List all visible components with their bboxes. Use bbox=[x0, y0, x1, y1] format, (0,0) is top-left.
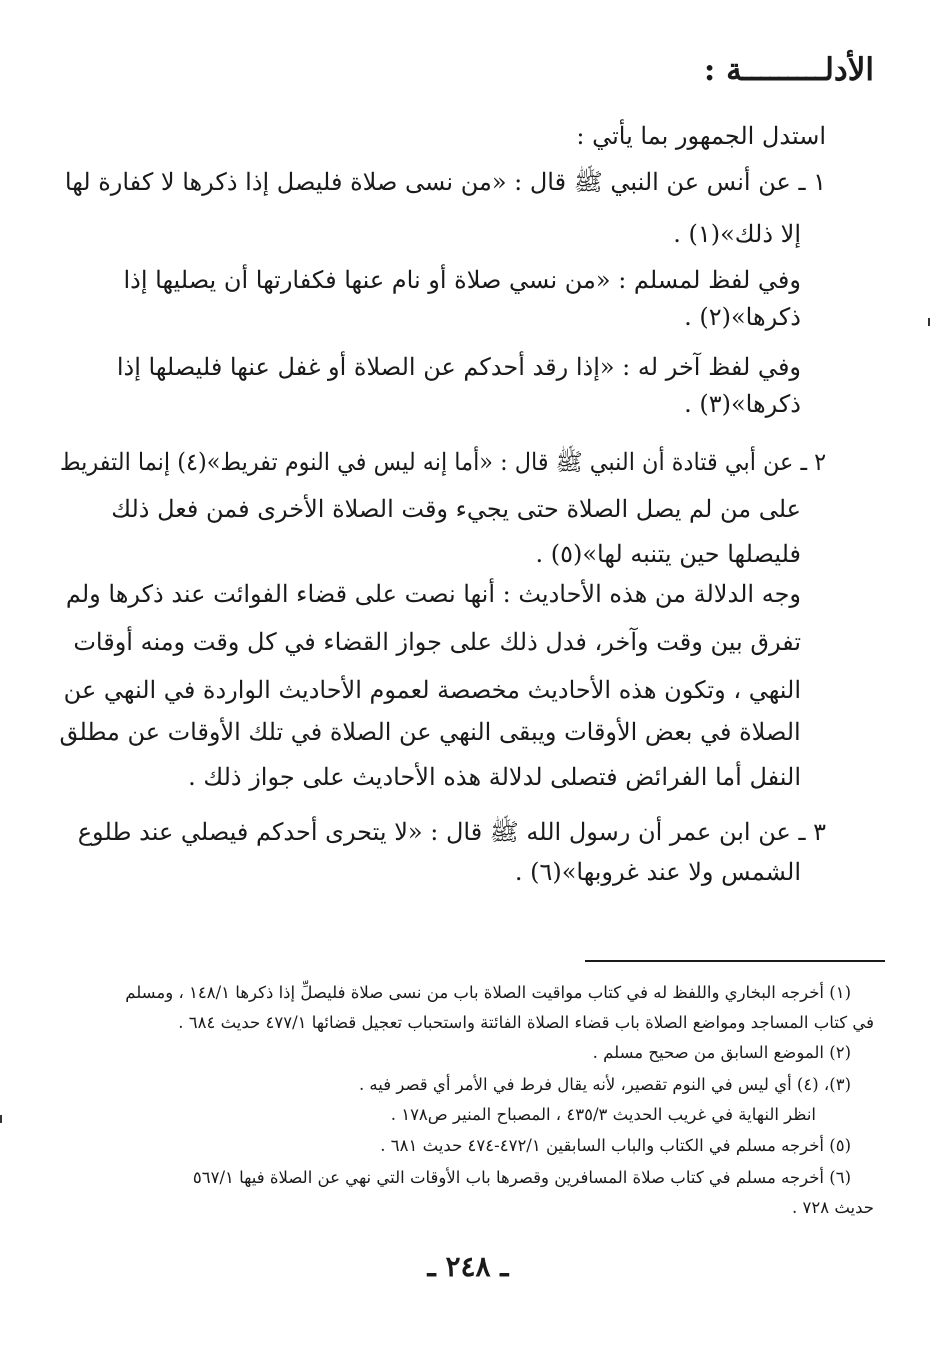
body-line: وفي لفظ لمسلم : «من نسي صلاة أو نام عنها فكفارتها أن يصليها إذا bbox=[123, 266, 801, 294]
body-line: ذكرها»(٢) . bbox=[684, 303, 801, 331]
footnote-line: (١) أخرجه البخاري واللفظ له في كتاب مواقيت الصلاة باب من نسى صلاة فليصلِّ إذا ذكرها ١٤٨/١ ، ومسلم bbox=[125, 983, 851, 1002]
scan-mark bbox=[928, 318, 930, 326]
body-line: ٢ ـ عن أبي قتادة أن النبي ﷺ قال : «أما إنه ليس في النوم تفريط»(٤) إنما التفريط bbox=[59, 448, 826, 476]
body-line: على من لم يصل الصلاة حتى يجيء وقت الصلاة الأخرى فمن فعل ذلك bbox=[111, 495, 801, 523]
page-number: ـ ٢٤٨ ـ bbox=[427, 1250, 509, 1283]
body-line: وجه الدلالة من هذه الأحاديث : أنها نصت على قضاء الفوائت عند ذكرها ولم bbox=[65, 580, 801, 608]
footnote-line: حديث ٧٢٨ . bbox=[792, 1198, 874, 1217]
scan-mark bbox=[0, 1115, 2, 1123]
body-line: النفل أما الفرائض فتصلى لدلالة هذه الأحاديث على جواز ذلك . bbox=[188, 763, 801, 791]
footnote-line: (٣)، (٤) أي ليس في النوم تقصير، لأنه يقال فرط في الأمر أي قصر فيه . bbox=[358, 1075, 851, 1094]
body-line: الصلاة في بعض الأوقات ويبقى النهي عن الصلاة في تلك الأوقات عن مطلق bbox=[59, 718, 801, 746]
body-line: وفي لفظ آخر له : «إذا رقد أحدكم عن الصلاة أو غفل عنها فليصلها إذا bbox=[116, 353, 801, 381]
body-line: فليصلها حين يتنبه لها»(٥) . bbox=[535, 540, 801, 568]
body-line: الشمس ولا عند غروبها»(٦) . bbox=[514, 858, 801, 886]
body-line: تفرق بين وقت وآخر، فدل ذلك على جواز القضاء في كل وقت ومنه أوقات bbox=[73, 628, 801, 656]
footnote-line: (٢) الموضع السابق من صحيح مسلم . bbox=[592, 1043, 851, 1062]
body-line: إلا ذلك»(١) . bbox=[673, 220, 801, 248]
intro-line: استدل الجمهور بما يأتي : bbox=[576, 122, 826, 150]
footnote-line: (٥) أخرجه مسلم في الكتاب والباب السابقين ٤٧٢/١-٤٧٤ حديث ٦٨١ . bbox=[380, 1136, 851, 1155]
section-heading: الأدلـــــــــة : bbox=[703, 52, 874, 88]
body-line: النهي ، وتكون هذه الأحاديث مخصصة لعموم الأحاديث الواردة في النهي عن bbox=[63, 676, 801, 704]
footnote-separator bbox=[585, 960, 885, 962]
body-line: ١ ـ عن أنس عن النبي ﷺ قال : «من نسى صلاة فليصل إذا ذكرها لا كفارة لها bbox=[64, 168, 826, 196]
body-line: ذكرها»(٣) . bbox=[684, 390, 801, 418]
footnote-line: (٦) أخرجه مسلم في كتاب صلاة المسافرين وقصرها باب الأوقات التي نهي عن الصلاة فيها ٥٦٧/١ bbox=[192, 1168, 851, 1187]
footnote-line: انظر النهاية في غريب الحديث ٤٣٥/٣ ، المصباح المنير ص١٧٨ . bbox=[390, 1105, 816, 1124]
body-line: ٣ ـ عن ابن عمر أن رسول الله ﷺ قال : «لا يتحرى أحدكم فيصلي عند طلوع bbox=[77, 818, 826, 846]
footnote-line: في كتاب المساجد ومواضع الصلاة باب قضاء الصلاة الفائتة واستحباب تعجيل قضائها ٤٧٧/١ حديث ٦٨٤ . bbox=[178, 1013, 874, 1032]
